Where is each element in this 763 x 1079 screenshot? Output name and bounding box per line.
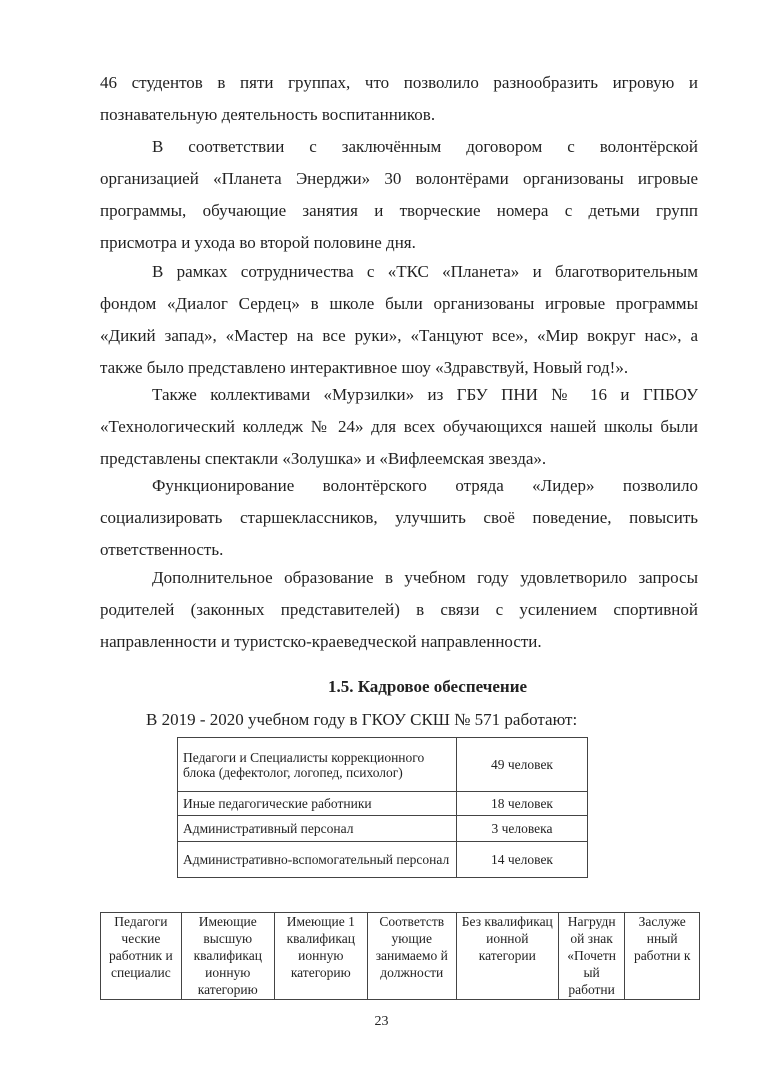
column-header: Без квалификац ионной категории [456, 913, 558, 1000]
staff-intro: В 2019 - 2020 учебном году в ГКОУ СКШ № 571 работают: [146, 710, 578, 729]
text-line: Функционирование волонтёрского отряда «Лидер» позволило [152, 476, 698, 495]
text-line: Дополнительное образование в учебном году удовлетворило запросы [152, 568, 698, 587]
staff-role-cell: Иные педагогические работники [178, 792, 457, 816]
paragraph [100, 67, 698, 131]
table-row [178, 816, 588, 842]
staff-count-cell: 3 человека [457, 816, 588, 842]
text-line: организацией «Планета Энерджи» 30 волонтёрами организованы игровые [100, 169, 698, 188]
staff-count-cell: 18 человек [457, 792, 588, 816]
table-header-row [101, 913, 700, 1000]
text-line: социализировать старшеклассников, улучшить своё поведение, повысить [100, 508, 698, 527]
column-header: Заслуже нный работни к [625, 913, 700, 1000]
paragraph [100, 379, 698, 475]
page-number: 23 [374, 1014, 389, 1029]
section-heading-text: 1.5. Кадровое обеспечение [327, 677, 528, 696]
text-line: В рамках сотрудничества с «ТКС «Планета» и благотворительным [152, 262, 698, 281]
section-heading [0, 673, 763, 701]
text-line: «Технологический колледж № 24» для всех обучающихся нашей школы были [100, 417, 698, 436]
paragraph [100, 131, 698, 259]
column-header: Нагрудн ой знак «Почетн ый работни [558, 913, 624, 1000]
staff-role-cell: Административный персонал [178, 816, 457, 842]
text-line: представлены спектакли «Золушка» и «Вифлеемская звезда». [100, 449, 547, 468]
text-line: познавательную деятельность воспитанников. [100, 105, 436, 124]
text-line: ответственность. [100, 540, 224, 559]
staff-role-cell: Педагоги и Специалисты коррекционного блока (дефектолог, логопед, психолог) [178, 738, 457, 792]
text-line: также было представлено интерактивное шоу «Здравствуй, Новый год!». [100, 358, 629, 377]
qualification-table [100, 912, 700, 1000]
staff-count-cell: 49 человек [457, 738, 588, 792]
table-row [178, 738, 588, 792]
text-line: фондом «Диалог Сердец» в школе были организованы игровые программы [100, 294, 698, 313]
staff-count-cell: 14 человек [457, 842, 588, 878]
text-line: 46 студентов в пяти группах, что позволило разнообразить игровую и [100, 73, 698, 92]
paragraph [100, 256, 698, 384]
column-header: Соответств ующие занимаемо й должности [367, 913, 456, 1000]
text-line: В соответствии с заключённым договором с волонтёрской [152, 137, 698, 156]
staff-role-cell: Административно-вспомогательный персонал [178, 842, 457, 878]
column-header: Имеющие 1 квалификац ионную категорию [274, 913, 367, 1000]
text-line: программы, обучающие занятия и творческие номера с детьми групп [100, 201, 698, 220]
text-line: «Дикий запад», «Мастер на все руки», «Танцуют все», «Мир вокруг нас», а [100, 326, 698, 345]
column-header: Имеющие высшую квалификац ионную категорию [181, 913, 274, 1000]
paragraph [100, 562, 698, 658]
column-header: Педагоги ческие работник и специалис [101, 913, 182, 1000]
text-line: присмотра и ухода во второй половине дня. [100, 233, 416, 252]
paragraph [100, 470, 698, 566]
text-line: родителей (законных представителей) в связи с усилением спортивной [100, 600, 698, 619]
table-row [178, 842, 588, 878]
table-row [178, 792, 588, 816]
text-line: направленности и туристско-краеведческой направленности. [100, 632, 542, 651]
staff-table [177, 737, 588, 878]
text-line: Также коллективами «Мурзилки» из ГБУ ПНИ № 16 и ГПБОУ [152, 385, 698, 404]
